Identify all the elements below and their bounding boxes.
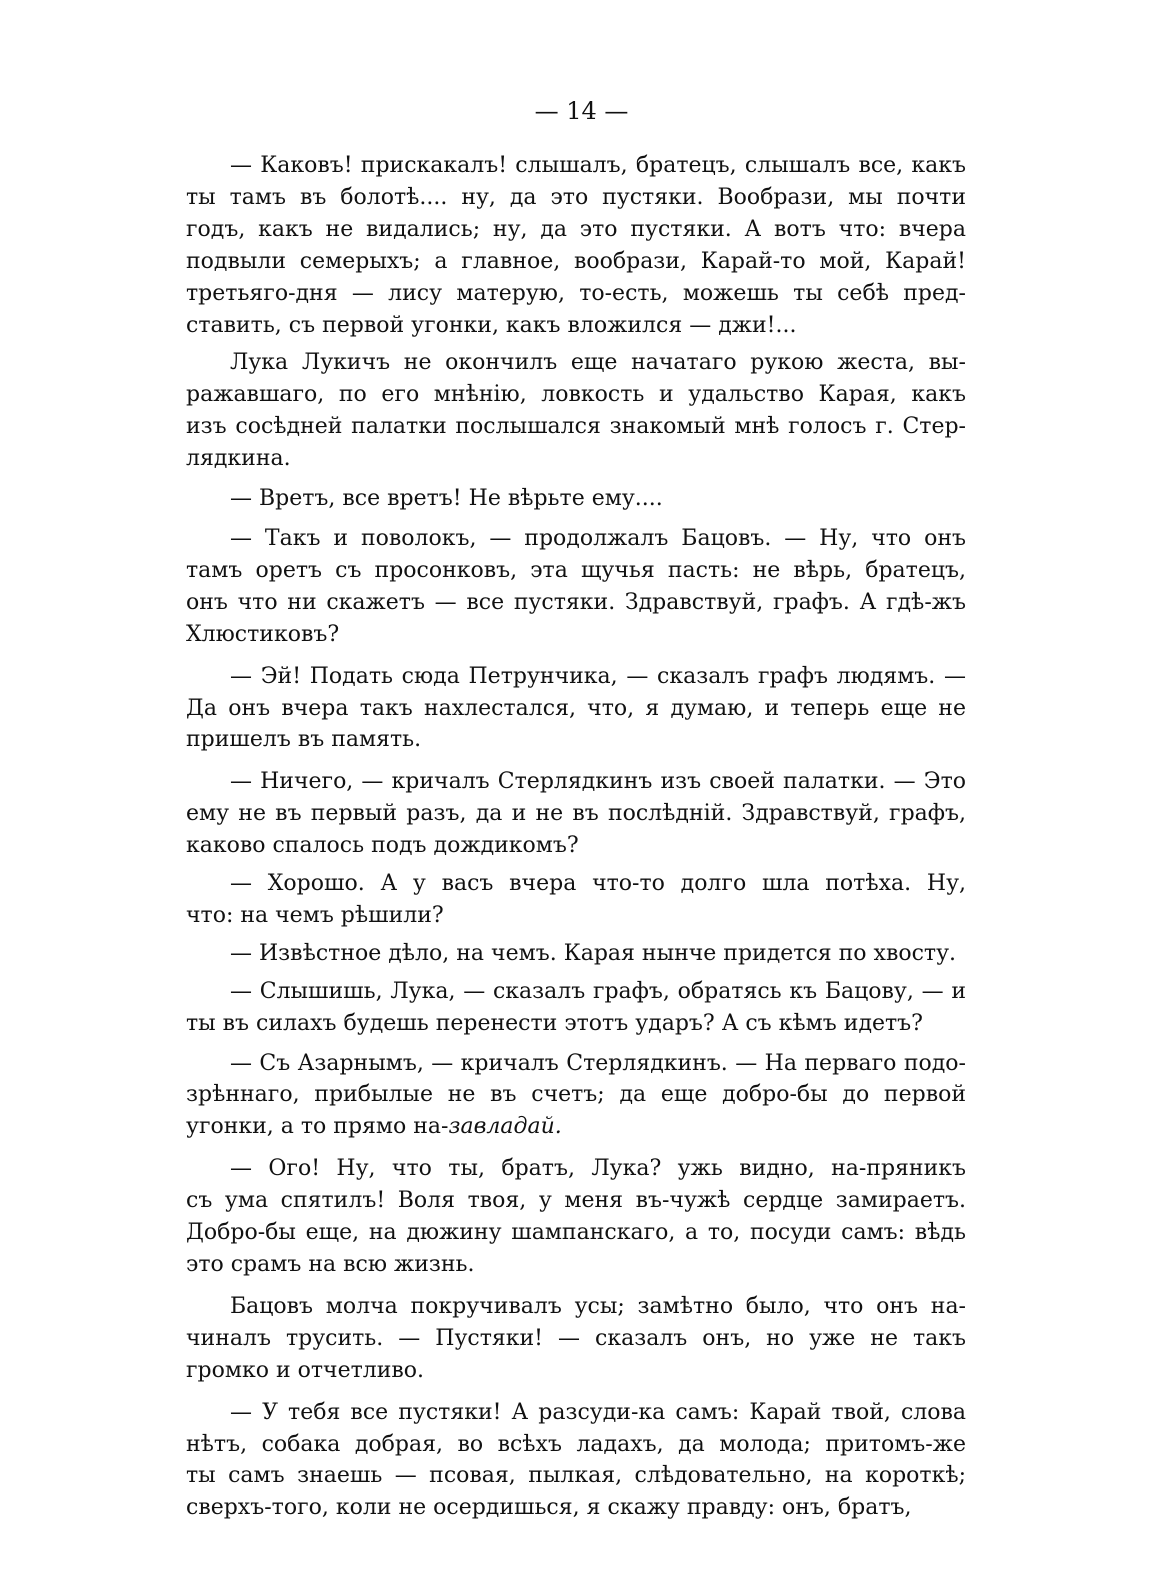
text-line: лядкина. — [186, 446, 291, 472]
paragraph — [186, 938, 966, 970]
text-line: ражавшаго, по его мнѣнію, ловкость и удальство Карая, какъ — [186, 382, 966, 408]
paragraph — [186, 523, 966, 651]
paragraph — [186, 1397, 966, 1525]
paragraph — [186, 1048, 966, 1144]
paragraph — [186, 868, 966, 932]
italic-word: завладай. — [448, 1114, 562, 1140]
text-line: каково спалось подъ дождикомъ? — [186, 833, 579, 859]
text-line: Хлюстиковъ? — [186, 621, 340, 647]
text-line: угонки, а то прямо на-завладай. — [186, 1114, 562, 1140]
text-line: Лука Лукичъ не окончилъ еще начатаго рукою жеста, вы- — [230, 350, 966, 376]
page-number: — 14 — — [534, 97, 629, 125]
text-line: — Каковъ! прискакалъ! слышалъ, братецъ, слышалъ все, какъ — [230, 153, 966, 178]
paragraph — [186, 1291, 966, 1387]
text-line: пришелъ въ память. — [186, 727, 422, 753]
text-line: громко и отчетливо. — [186, 1357, 425, 1383]
text-line: — Съ Азарнымъ, — кричалъ Стерлядкинъ. — На перваго подо- — [230, 1050, 966, 1076]
text-line: Бацовъ молча покручивалъ усы; замѣтно было, что онъ на- — [230, 1293, 966, 1319]
paragraph — [186, 150, 966, 341]
text-line: — У тебя все пустяки! А разсуди-ка самъ: Карай твой, слова — [230, 1399, 966, 1425]
text-line: съ ума спятилъ! Воля твоя, у меня въ-чужѣ сердце замираетъ. — [186, 1188, 966, 1214]
paragraph — [186, 347, 966, 475]
text-line: чиналъ трусить. — Пустяки! — сказалъ онъ, но уже не такъ — [186, 1325, 966, 1351]
text-line: зрѣннаго, прибылые не въ счетъ; да еще добро-бы до первой — [186, 1082, 966, 1108]
paragraph — [186, 1153, 966, 1281]
text-line: ему не въ первый разъ, да и не въ послѣдній. Здравствуй, графъ, — [186, 801, 966, 827]
text-line: ставить, съ первой угонки, какъ вложился — джи!... — [186, 312, 797, 338]
paragraph — [186, 661, 966, 757]
text-line: ты самъ знаешь — псовая, пылкая, слѣдовательно, на короткѣ; — [186, 1463, 966, 1489]
text-line: онъ что ни скажетъ — все пустяки. Здравствуй, графъ. А гдѣ-жъ — [186, 589, 966, 615]
text-line: — Слышишь, Лука, — сказалъ графъ, обратясь къ Бацову, — и — [230, 978, 966, 1004]
text-line: сверхъ-того, коли не осердишься, я скажу правду: онъ, братъ, — [186, 1495, 912, 1521]
text-line: третьяго-дня — лису матерую, то-есть, можешь ты себѣ пред- — [186, 280, 966, 306]
text-line: — Вретъ, все вретъ! Не вѣрьте ему.... — [230, 486, 663, 512]
text-line: ты тамъ въ болотѣ.... ну, да это пустяки. Вообрази, мы почти — [186, 184, 966, 210]
text-line: нѣтъ, собака добрая, во всѣхъ ладахъ, да молода; притомъ-же — [186, 1431, 966, 1457]
text-line: подвыли семерыхъ; а главное, вообрази, Карай-то мой, Карай! — [186, 248, 966, 274]
text-line: Добро-бы еще, на дюжину шампанскаго, а то, посуди самъ: вѣдь — [186, 1220, 966, 1246]
paragraph — [186, 483, 966, 515]
text-line: — Ого! Ну, что ты, братъ, Лука? ужь видно, на-пряникъ — [230, 1156, 966, 1182]
text-line: — Такъ и поволокъ, — продолжалъ Бацовъ. — Ну, что онъ — [230, 525, 966, 551]
text-body — [186, 150, 966, 1528]
text-line: это срамъ на всю жизнь. — [186, 1252, 475, 1277]
text-line: изъ сосѣдней палатки послышался знакомый мнѣ голосъ г. Стер- — [186, 414, 966, 440]
text-line: — Эй! Подать сюда Петрунчика, — сказалъ графъ людямъ. — — [230, 663, 966, 689]
text-line: что: на чемъ рѣшили? — [186, 902, 444, 928]
text-line: Да онъ вчера такъ нахлестался, что, я думаю, и теперь еще не — [186, 695, 966, 721]
text-line: годъ, какъ не видались; ну, да это пустяки. А вотъ что: вчера — [186, 216, 966, 242]
text-line: — Хорошо. А у васъ вчера что-то долго шла потѣха. Ну, — [230, 871, 966, 897]
paragraph — [186, 766, 966, 862]
text-line: тамъ оретъ съ просонковъ, эта щучья пасть: не вѣрь, братецъ, — [186, 557, 966, 583]
text-line: — Ничего, — кричалъ Стерлядкинъ изъ своей палатки. — Это — [230, 769, 966, 795]
text-line: ты въ силахъ будешь перенести этотъ ударъ? А съ кѣмъ идетъ? — [186, 1010, 923, 1036]
paragraph — [186, 976, 966, 1040]
text-line: — Извѣстное дѣло, на чемъ. Карая нынче придется по хвосту. — [230, 940, 957, 966]
